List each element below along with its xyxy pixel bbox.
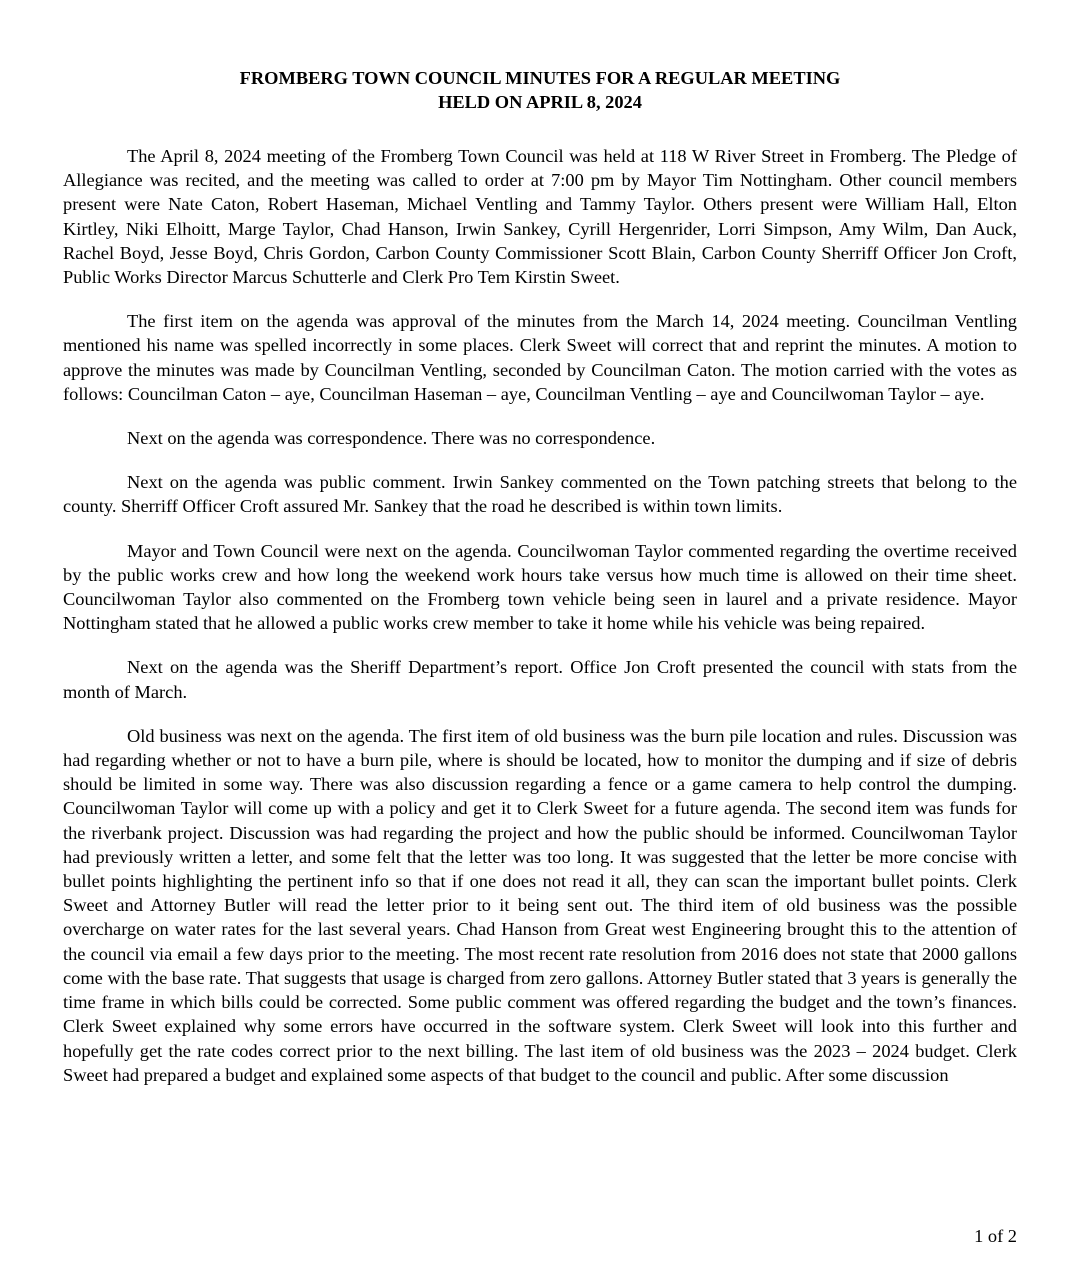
paragraph-public-comment: Next on the agenda was public comment. Irwin Sankey commented on the Town patching streets that belong to the county. Sherriff Officer Croft assured Mr. Sankey that the road he described is within town limits. [63,472,1017,517]
page-number: 1 of 2 [974,1226,1017,1246]
title-line-2: HELD ON APRIL 8, 2024 [438,92,642,112]
paragraph-old-business: Old business was next on the agenda. The first item of old business was the burn pile location and rules. Discussion was had regarding whether or not to have a burn pile, where is should be located, how to monitor the dumping and if size of debris should be limited in some way. There was also discussion regarding a fence or a game camera to help control the dumping. Councilwoman Taylor will come up with a policy and get it to Clerk Sweet for a future agenda. The second item was funds for the riverbank project. Discussion was had regarding the project and how the public should be informed. Councilwoman Taylor had previously written a letter, and some felt that the letter was too long. It was suggested that the letter be more concise with bullet points highlighting the pertinent info so that if one does not read it all, they can scan the important bullet points. Clerk Sweet and Attorney Butler will read the letter prior to it being sent out. The third item of old business was the possible overcharge on water rates for the last several years. Chad Hanson from Great west Engineering brought this to the attention of the council via email a few days prior to the meeting. The most recent rate resolution from 2016 does not state that 2000 gallons come with the base rate. That suggests that usage is charged from zero gallons. Attorney Butler stated that 3 years is generally the time frame in which bills could be corrected. Some public comment was offered regarding the budget and the town’s finances. Clerk Sweet explained why some errors have occurred in the software system. Clerk Sweet will look into this further and hopefully get the rate codes correct prior to the next billing. The last item of old business was the 2023 – 2024 budget. Clerk Sweet had prepared a budget and explained some aspects of that budget to the council and public. After some discussion [63,725,1017,1085]
paragraph-correspondence: Next on the agenda was correspondence. There was no correspondence. [127,428,656,449]
paragraph-mayor-council: Mayor and Town Council were next on the agenda. Councilwoman Taylor commented regarding the overtime received by the public works crew and how long the weekend work hours take versus how much time is allowed on their time sheet. Councilwoman Taylor also commented on the Fromberg town vehicle being seen in laurel and a private residence. Mayor Nottingham stated that he allowed a public works crew member to take it home while his vehicle was being repaired. [63,540,1017,634]
title-line-1: FROMBERG TOWN COUNCIL MINUTES FOR A REGULAR MEETING [239,68,841,88]
paragraph-attendance: The April 8, 2024 meeting of the Fromberg Town Council was held at 118 W River Street in Fromberg. The Pledge of Allegiance was recited, and the meeting was called to order at 7:00 pm by Mayor Tim Nottingham. Other council members present were Nate Caton, Robert Haseman, Michael Ventling and Tammy Taylor. Others present were William Hall, Elton Kirtley, Niki Elhoitt, Marge Taylor, Chad Hanson, Irwin Sankey, Cyrill Hergenrider, Lorri Simpson, Amy Wilm, Dan Auck, Rachel Boyd, Jesse Boyd, Chris Gordon, Carbon County Commissioner Scott Blain, Carbon County Sherriff Officer Jon Croft, Public Works Director Marcus Schutterle and Clerk Pro Tem Kirstin Sweet. [63,146,1017,288]
paragraph-sheriff-report: Next on the agenda was the Sheriff Department’s report. Office Jon Croft presented the council with stats from the month of March. [63,657,1017,702]
document-title [63,66,1017,114]
paragraph-minutes-approval: The first item on the agenda was approval of the minutes from the March 14, 2024 meeting. Councilman Ventling mentioned his name was spelled incorrectly in some places. Clerk Sweet will correct that and reprint the minutes. A motion to approve the minutes was made by Councilman Ventling, seconded by Councilman Caton. The motion carried with the votes as follows: Councilman Caton – aye, Councilman Haseman – aye, Councilman Ventling – aye and Councilwoman Taylor – aye. [63,311,1017,404]
document-page [63,66,1017,1107]
